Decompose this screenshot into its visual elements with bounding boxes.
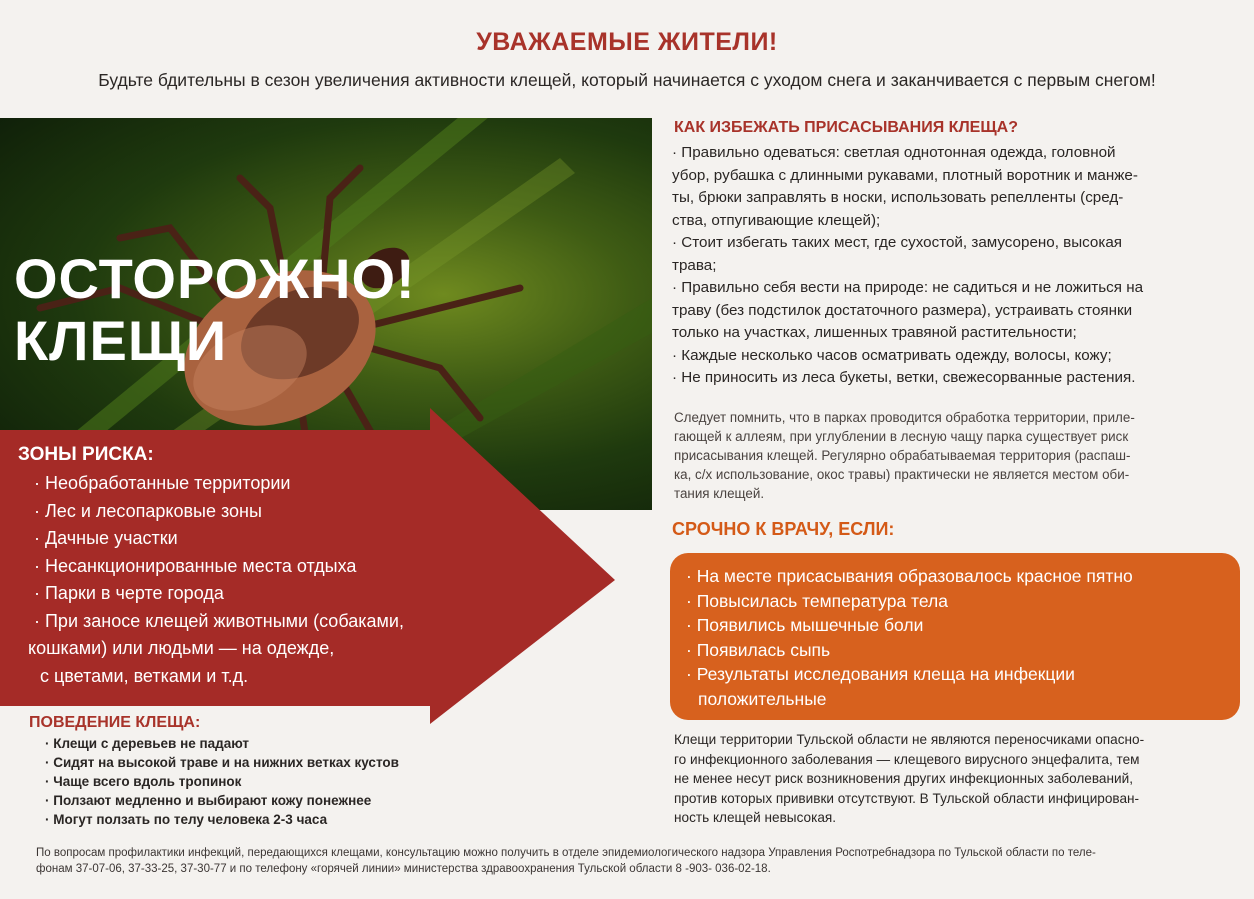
list-item: · Парки в черте города — [34, 583, 224, 603]
text-line: только на участках, лишенных травяной растительности; — [672, 324, 1077, 341]
list-item: · Несанкционированные места отдыха — [34, 555, 357, 576]
photo-title-line2: КЛЕЩИ — [14, 309, 228, 372]
list-item: · При заносе клещей животными (собаками, — [34, 610, 404, 631]
text-line: · Правильно себя вести на природе: не садиться и не ложиться на — [672, 279, 1144, 296]
list-item: · Результаты исследования клеща на инфекции — [686, 664, 1075, 685]
list-item: · На месте присасывания образовалось красное пятно — [686, 566, 1133, 586]
text-line: тания клещей. — [674, 486, 765, 501]
text-line: · Не приносить из леса букеты, ветки, свежесорванные растения. — [672, 369, 1136, 386]
footer-contacts — [36, 845, 1216, 877]
list-item: · Сидят на высокой траве и на нижних ветках кустов — [45, 755, 399, 770]
list-item: · Дачные участки — [34, 528, 178, 548]
list-item: с цветами, ветками и т.д. — [40, 665, 249, 686]
text-line: · Каждые несколько часов осматривать одежду, волосы, кожу; — [672, 346, 1112, 364]
text-line: гающей к аллеям, при углублении в лесную чащу парка существует риск — [674, 429, 1129, 444]
risk-zones-list — [28, 470, 484, 690]
text-line: присасывания клещей. Регулярно обрабатываемая территория (распаш- — [674, 448, 1131, 463]
text-line: ты, брюки заправлять в носки, использовать репелленты (сред- — [672, 189, 1124, 206]
list-item: · Лес и лесопарковые зоны — [34, 500, 262, 521]
page-subtitle: Будьте бдительны в сезон увеличения активности клещей, который начинается с уходом снега и заканчивается с первым снегом! — [98, 70, 1156, 90]
text-line: ка, с/х использование, окос травы) практически не является местом оби- — [674, 467, 1130, 482]
text-line: го инфекционного заболевания — клещевого вирусного энцефалита, тем — [674, 751, 1140, 767]
text-line: траву (без подстилок достаточного размера), устраивать стоянки — [672, 301, 1133, 319]
list-item: · Чаще всего вдоль тропинок — [45, 774, 242, 789]
urgent-list — [686, 564, 1226, 712]
list-item: · Появились мышечные боли — [686, 615, 924, 636]
list-item: · Появилась сыпь — [686, 639, 831, 660]
behavior-list — [45, 734, 399, 829]
avoid-title: КАК ИЗБЕЖАТЬ ПРИСАСЫВАНИЯ КЛЕЩА? — [674, 119, 1018, 136]
urgent-title: СРОЧНО К ВРАЧУ, ЕСЛИ: — [672, 519, 895, 539]
page-title: УВАЖАЕМЫЕ ЖИТЕЛИ! — [476, 28, 778, 56]
text-line: не менее несут риск возникновения других инфекционных заболеваний, — [674, 771, 1133, 786]
behavior-title: ПОВЕДЕНИЕ КЛЕЩА: — [29, 714, 201, 731]
list-item: · Повысилась температура тела — [686, 590, 948, 611]
list-item: · Необработанные территории — [34, 473, 291, 493]
region-info — [674, 730, 1229, 828]
text-line: против которых прививки отсутствуют. В Тульской области инфицирован- — [674, 790, 1140, 806]
text-line: убор, рубашка с длинными рукавами, плотный воротник и манже- — [672, 166, 1138, 184]
parks-note — [674, 408, 1229, 503]
list-item: положительные — [698, 688, 827, 709]
list-item: · Ползают медленно и выбирают кожу понежнее — [45, 793, 372, 808]
footer-line: фонам 37-07-06, 37-33-25, 37-30-77 и по телефону «горячей линии» министерства здравоохранения Тульской области 8 -903- 036-02-18. — [36, 863, 771, 875]
text-line: Клещи территории Тульской области не являются переносчиками опасно- — [674, 732, 1145, 747]
risk-zones-title: ЗОНЫ РИСКА: — [18, 444, 154, 465]
text-line: · Правильно одеваться: светлая однотонная одежда, головной — [672, 144, 1116, 161]
footer-line: По вопросам профилактики инфекций, передающихся клещами, консультацию можно получить в отделе эпидемиологического надзора Управления Роспотребнадзора по Тульской области по теле- — [36, 847, 1096, 859]
text-line: ства, отпугивающие клещей); — [672, 211, 881, 229]
photo-title-line1: ОСТОРОЖНО! — [14, 247, 416, 310]
text-line: трава; — [672, 256, 717, 274]
avoid-list — [672, 142, 1232, 390]
list-item: · Клещи с деревьев не падают — [45, 736, 250, 751]
text-line: Следует помнить, что в парках проводится обработка территории, приле- — [674, 410, 1135, 425]
text-line: ность клещей невысокая. — [674, 810, 837, 825]
text-line: · Стоит избегать таких мест, где сухостой, замусорено, высокая — [672, 234, 1123, 251]
list-item: · Могут ползать по телу человека 2-3 часа — [45, 812, 328, 827]
list-item: кошками) или людьми — на одежде, — [28, 638, 335, 658]
